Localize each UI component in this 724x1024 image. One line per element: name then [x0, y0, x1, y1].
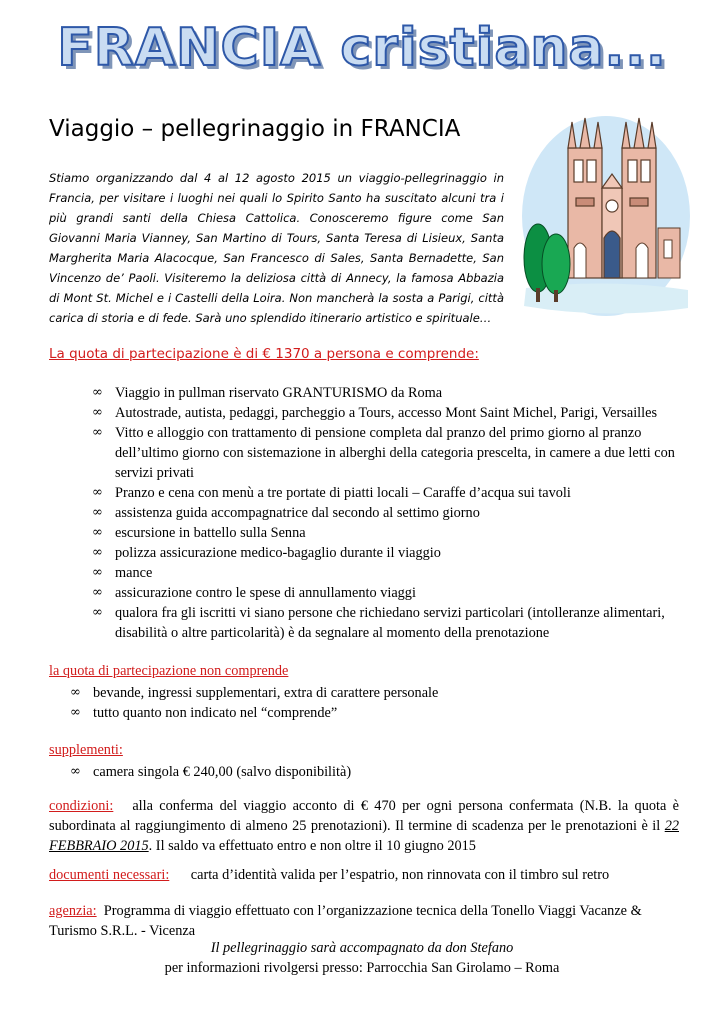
excluded-list: [70, 683, 680, 723]
bullet-icon: ∞: [92, 585, 103, 600]
bullet-icon: ∞: [92, 505, 103, 520]
bullet-icon: ∞: [70, 705, 81, 720]
list-item: ∞ Pranzo e cena con menù a tre portate di piatti locali – Caraffe d’acqua sui tavoli: [92, 485, 571, 501]
list-item: ∞ camera singola € 240,00 (salvo disponibilità): [70, 764, 352, 780]
footer-line-2: per informazioni rivolgersi presso: Parrocchia San Girolamo – Roma: [164, 960, 560, 976]
agenzia-label: agenzia:: [49, 903, 97, 919]
list-item: ∞ qualora fra gli iscritti vi siano persone che richiedano servizi particolari (intolleranze alimentari, disabilità o altre particolarità) è da segnalare al momento della prenotazione: [92, 605, 665, 641]
footer-line-1: Il pellegrinaggio sarà accompagnato da don Stefano: [210, 940, 514, 956]
list-item: ∞ assicurazione contro le spese di annullamento viaggi: [92, 585, 416, 601]
central-facade: [602, 174, 622, 278]
list-item: ∞ mance: [92, 565, 153, 581]
supplementi-heading: supplementi:: [49, 742, 123, 758]
cathedral-icon: [516, 108, 692, 320]
list-item: ∞ Vitto e alloggio con trattamento di pensione completa dal pranzo del primo giorno al pranzo dell’ultimo giorno con sistemazione in alberghi della categoria prescelta, in camere a due letti con servizi privati: [92, 425, 675, 481]
bullet-icon: ∞: [92, 565, 103, 580]
bullet-icon: ∞: [92, 485, 103, 500]
bullet-icon: ∞: [92, 385, 103, 400]
bullet-icon: ∞: [92, 605, 103, 620]
documenti-paragraph: documenti necessari: carta d’identità valida per l’espatrio, non rinnovata con il timbro sul retro: [49, 867, 610, 883]
bullet-icon: ∞: [92, 425, 103, 440]
quota-heading: La quota di partecipazione è di € 1370 a persona e comprende:: [49, 346, 479, 362]
deadline-date: 22 FEBBRAIO 2015: [49, 818, 679, 854]
banner-title: FRANCIA cristiana...: [57, 18, 667, 78]
included-list: [92, 383, 682, 643]
list-item: ∞ bevande, ingressi supplementari, extra di carattere personale: [70, 685, 439, 701]
page-title: Viaggio – pellegrinaggio in FRANCIA: [49, 116, 461, 142]
list-item: ∞ polizza assicurazione medico-bagaglio durante il viaggio: [92, 545, 441, 561]
agenzia-paragraph: agenzia: Programma di viaggio effettuato con l’organizzazione tecnica della Tonello Viaggi Vacanze & Turismo S.R.L. - Vicenza: [49, 903, 642, 939]
condizioni-paragraph: condizioni: alla conferma del viaggio acconto di € 470 per ogni persona confermata (N.B. la quota è subordinata al raggiungimento di almeno 25 prenotazioni). Il termine di scadenza per le prenotazioni è il 22 FEBBRAIO 2015. Il saldo va effettuato entro e non oltre il 10 giugno 2015: [49, 798, 679, 854]
bullet-icon: ∞: [92, 405, 103, 420]
list-item: ∞ escursione in battello sulla Senna: [92, 525, 306, 541]
non-comprende-heading: la quota di partecipazione non comprende: [49, 663, 289, 679]
list-item: ∞ tutto quanto non indicato nel “comprende”: [70, 705, 338, 721]
condizioni-label: condizioni:: [49, 798, 114, 814]
bullet-icon: ∞: [70, 685, 81, 700]
supplementi-list: [70, 762, 680, 782]
bullet-icon: ∞: [92, 545, 103, 560]
intro-paragraph: Stiamo organizzando dal 4 al 12 agosto 2015 un viaggio-pellegrinaggio in Francia, per visitare i luoghi nei quali lo Spirito Santo ha suscitato alcuni tra i più grandi santi della Chiesa Cattolica. Conosceremo figure come San Giovanni Maria Vianney, San Martino di Tours, Santa Teresa di Lisieux, Santa Margherita Maria Alacocque, San Francesco di Sales, Santa Bernadette, San Vincenzo de’ Paoli. Visiteremo la deliziosa città di Annecy, la famosa Abbazia di Mont St. Michel e i Castelli della Loira. Non mancherà la sosta a Parigi, città carica di storia e di fede. Sarà uno splendido itinerario artistico e spirituale…: [49, 171, 504, 325]
bullet-icon: ∞: [92, 525, 103, 540]
list-item: ∞ Autostrade, autista, pedaggi, parcheggio a Tours, accesso Mont Saint Michel, Parigi, Versailles: [92, 405, 658, 421]
list-item: ∞ Viaggio in pullman riservato GRANTURISMO da Roma: [92, 385, 443, 401]
bullet-icon: ∞: [70, 764, 81, 779]
list-item: ∞ assistenza guida accompagnatrice dal secondo al settimo giorno: [92, 505, 480, 521]
documenti-label: documenti necessari:: [49, 867, 170, 883]
